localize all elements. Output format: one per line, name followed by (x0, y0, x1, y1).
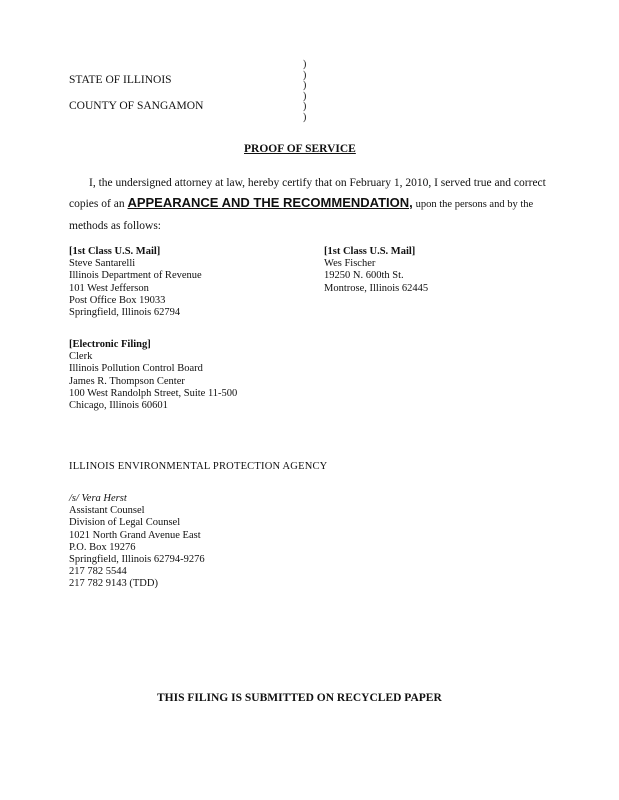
bracket: ) (303, 101, 307, 113)
signature-line: Assistant Counsel (69, 505, 145, 517)
agency-name: ILLINOIS ENVIRONMENTAL PROTECTION AGENCY (69, 461, 328, 472)
bracket: ) (303, 111, 307, 123)
state-caption: STATE OF ILLINOIS (69, 74, 172, 86)
service-line: Steve Santarelli (69, 258, 136, 270)
signature-line: 217 782 9143 (TDD) (69, 578, 158, 590)
certification-line-3: methods as follows: (69, 220, 161, 232)
service-block-electronic (69, 339, 237, 412)
service-line: 100 West Randolph Street, Suite 11-500 (69, 387, 238, 399)
service-method: [Electronic Filing] (69, 339, 151, 350)
service-line: Chicago, Illinois 60601 (69, 400, 168, 412)
bracket: ) (303, 69, 307, 81)
certification-line-2 (69, 195, 533, 210)
service-line: Wes Fischer (324, 258, 376, 270)
service-line: Illinois Pollution Control Board (69, 363, 203, 375)
service-method: [1st Class U.S. Mail] (69, 246, 161, 257)
service-line: Post Office Box 19033 (69, 294, 166, 306)
signature-line: 1021 North Grand Avenue East (69, 529, 201, 541)
service-line: Illinois Department of Revenue (69, 270, 202, 282)
bracket: ) (303, 80, 307, 92)
certification-line-1: I, the undersigned attorney at law, hereby certify that on February 1, 2010, I served true and correct (89, 177, 546, 189)
signature-line: /s/ Vera Herst (69, 493, 127, 504)
service-line: James R. Thompson Center (69, 375, 185, 387)
line2-prefix: copies of an (69, 198, 125, 210)
service-line: 19250 N. 600th St. (324, 270, 404, 282)
county-caption: COUNTY OF SANGAMON (69, 100, 204, 112)
signature-line: P.O. Box 19276 (69, 541, 136, 553)
signature-line: Springfield, Illinois 62794-9276 (69, 554, 205, 566)
caption-brackets (303, 60, 306, 124)
signature-line: Division of Legal Counsel (69, 517, 181, 529)
service-method: [1st Class U.S. Mail] (324, 246, 416, 257)
service-block-fischer (324, 246, 428, 295)
document-title: PROOF OF SERVICE (244, 143, 356, 155)
signature-block (69, 493, 205, 591)
service-line: Montrose, Illinois 62445 (324, 282, 429, 294)
signature-line: 217 782 5544 (69, 566, 127, 578)
documents-served: APPEARANCE AND THE RECOMMENDATION, (127, 195, 413, 210)
service-line: 101 West Jefferson (69, 282, 149, 294)
service-block-revenue (69, 246, 202, 319)
service-line: Springfield, Illinois 62794 (69, 307, 181, 319)
line2-suffix: upon the persons and by the (415, 199, 534, 210)
bracket: ) (303, 90, 307, 102)
service-line: Clerk (69, 351, 93, 363)
bracket: ) (303, 59, 307, 70)
recycled-paper-notice: THIS FILING IS SUBMITTED ON RECYCLED PAPER (157, 692, 442, 704)
